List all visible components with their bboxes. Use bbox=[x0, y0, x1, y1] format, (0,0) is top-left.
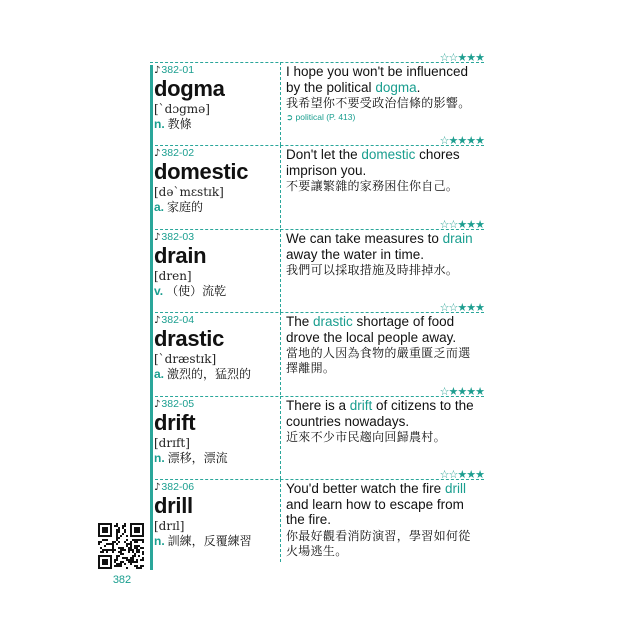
example-column bbox=[286, 147, 482, 194]
example-column bbox=[286, 481, 482, 559]
chinese-translation: 不要讓繁雜的家務困住你自己。 bbox=[286, 179, 459, 193]
sentence-keyword: drastic bbox=[313, 314, 353, 329]
example-sentence bbox=[286, 398, 482, 429]
cross-reference[interactable] bbox=[286, 112, 482, 123]
difficulty-stars bbox=[440, 385, 484, 398]
chinese-translation: 我希望你不要受政治信條的影響。 bbox=[286, 96, 471, 110]
sentence-keyword: domestic bbox=[361, 147, 416, 162]
column-divider bbox=[280, 312, 281, 395]
example-sentence bbox=[286, 231, 482, 262]
entry-number: 382-03 bbox=[161, 231, 195, 243]
headword: dogma bbox=[154, 76, 225, 101]
sentence-text: Don't let the bbox=[286, 147, 362, 162]
vocab-entry bbox=[150, 386, 484, 479]
hollow-star-icon: ☆ bbox=[439, 386, 449, 398]
word-column bbox=[154, 314, 278, 382]
definition bbox=[154, 117, 278, 132]
difficulty-stars bbox=[440, 301, 484, 314]
phonetic: [dren] bbox=[154, 269, 192, 283]
sentence-text: and learn how to escape from the fire. bbox=[286, 496, 464, 527]
example-sentence bbox=[286, 64, 482, 95]
sentence-text: The bbox=[286, 314, 314, 329]
headword: drift bbox=[154, 410, 196, 435]
difficulty-stars bbox=[440, 51, 484, 64]
word-column bbox=[154, 398, 278, 466]
vocab-entry bbox=[150, 469, 484, 562]
part-of-speech: n. bbox=[154, 117, 165, 131]
phonetic: [ˋdræstɪk] bbox=[154, 352, 217, 366]
vocab-entry bbox=[150, 135, 484, 228]
example-column bbox=[286, 231, 482, 278]
vocab-entry bbox=[150, 302, 484, 395]
phonetic: [ˋdɔgmə] bbox=[154, 102, 210, 116]
entry-number: 382-06 bbox=[161, 481, 195, 493]
word-column bbox=[154, 231, 278, 299]
filled-star-icon: ★★★★ bbox=[448, 386, 484, 398]
definition bbox=[154, 451, 278, 466]
column-divider bbox=[280, 396, 281, 479]
column-divider bbox=[280, 145, 281, 228]
part-of-speech: n. bbox=[154, 534, 165, 548]
entry-divider bbox=[150, 145, 484, 146]
sentence-text: I hope you won't be influenced by the political bbox=[286, 64, 468, 95]
definition bbox=[154, 367, 278, 382]
example-column bbox=[286, 314, 482, 376]
headword: drastic bbox=[154, 326, 225, 351]
definition bbox=[154, 534, 278, 549]
chinese-translation: 你最好觀看消防演習，學習如何從火場逃生。 bbox=[286, 528, 471, 558]
sentence-text: We can take measures to bbox=[286, 231, 443, 246]
music-note-icon[interactable]: ♪ bbox=[154, 399, 161, 410]
hollow-star-icon: ☆☆ bbox=[439, 302, 458, 314]
hollow-star-icon: ☆☆ bbox=[439, 219, 458, 231]
chinese-translation: 近來不少市民趨向回歸農村。 bbox=[286, 430, 446, 444]
meaning: 激烈的，猛烈的 bbox=[167, 367, 252, 381]
filled-star-icon: ★★★ bbox=[457, 302, 484, 314]
meaning: 教條 bbox=[167, 117, 192, 131]
column-divider bbox=[280, 229, 281, 312]
vocab-entry bbox=[150, 52, 484, 145]
column-divider bbox=[280, 62, 281, 145]
sentence-text: . bbox=[416, 79, 421, 95]
headword: drill bbox=[154, 493, 193, 518]
chinese-translation: 當地的人因為食物的嚴重匱乏而選擇離開。 bbox=[286, 346, 471, 375]
music-note-icon[interactable]: ♪ bbox=[154, 482, 161, 493]
phonetic: [drɪl] bbox=[154, 519, 185, 533]
hollow-star-icon: ☆☆ bbox=[439, 52, 458, 64]
part-of-speech: a. bbox=[154, 367, 165, 381]
sentence-text: There is a bbox=[286, 398, 350, 413]
sentence-text: chores imprison you. bbox=[286, 147, 460, 178]
example-sentence bbox=[286, 481, 482, 528]
sentence-keyword: drill bbox=[444, 481, 466, 496]
phonetic: [dəˋmɛstɪk] bbox=[154, 185, 224, 199]
vocab-entry bbox=[150, 219, 484, 312]
entry-number: 382-01 bbox=[161, 64, 195, 76]
meaning: 家庭的 bbox=[167, 200, 204, 214]
example-sentence bbox=[286, 147, 482, 178]
part-of-speech: v. bbox=[154, 284, 164, 298]
hollow-star-icon: ☆ bbox=[439, 135, 449, 147]
reference-text: political (P. 413) bbox=[295, 112, 356, 122]
sentence-text: of citizens to the countries nowadays. bbox=[286, 398, 474, 429]
arrow-circle-icon: ➲ bbox=[286, 112, 296, 122]
entry-divider bbox=[150, 312, 484, 313]
filled-star-icon: ★★★★ bbox=[448, 135, 484, 147]
entry-divider bbox=[150, 479, 484, 480]
phonetic: [drɪft] bbox=[154, 436, 190, 450]
word-column bbox=[154, 481, 278, 549]
entry-divider bbox=[150, 229, 484, 230]
word-column bbox=[154, 147, 278, 215]
meaning: 漂移，漂流 bbox=[167, 451, 228, 465]
music-note-icon[interactable]: ♪ bbox=[154, 315, 161, 326]
music-note-icon[interactable]: ♪ bbox=[154, 65, 161, 76]
example-column bbox=[286, 64, 482, 123]
music-note-icon[interactable]: ♪ bbox=[154, 148, 161, 159]
part-of-speech: a. bbox=[154, 200, 165, 214]
entry-divider bbox=[150, 62, 484, 63]
music-note-icon[interactable]: ♪ bbox=[154, 232, 161, 243]
word-column bbox=[154, 64, 278, 132]
difficulty-stars bbox=[440, 134, 484, 147]
page-number: 382 bbox=[112, 574, 132, 586]
entry-number: 382-04 bbox=[161, 314, 195, 326]
example-column bbox=[286, 398, 482, 445]
sentence-text: You'd better watch the fire bbox=[286, 481, 445, 496]
filled-star-icon: ★★★ bbox=[457, 219, 484, 231]
chinese-translation: 我們可以採取措施及時排掉水。 bbox=[286, 263, 459, 277]
example-sentence bbox=[286, 314, 482, 345]
filled-star-icon: ★★★ bbox=[457, 52, 484, 64]
meaning: 訓練，反覆練習 bbox=[167, 534, 252, 548]
difficulty-stars bbox=[440, 468, 484, 481]
headword: drain bbox=[154, 243, 207, 268]
hollow-star-icon: ☆☆ bbox=[439, 469, 458, 481]
definition bbox=[154, 284, 278, 299]
qr-code-icon[interactable] bbox=[98, 523, 144, 569]
entry-number: 382-02 bbox=[161, 147, 195, 159]
sentence-text: away the water in time. bbox=[286, 246, 425, 262]
definition bbox=[154, 200, 278, 215]
difficulty-stars bbox=[440, 218, 484, 231]
part-of-speech: n. bbox=[154, 451, 165, 465]
sentence-keyword: dogma bbox=[375, 79, 417, 95]
filled-star-icon: ★★★ bbox=[457, 469, 484, 481]
entry-divider bbox=[150, 396, 484, 397]
meaning: （使）流乾 bbox=[166, 284, 227, 298]
sentence-keyword: drift bbox=[349, 398, 373, 413]
sentence-keyword: drain bbox=[442, 231, 473, 246]
entry-number: 382-05 bbox=[161, 398, 195, 410]
sentence-text: shortage of food drove the local people away. bbox=[286, 314, 457, 345]
headword: domestic bbox=[154, 159, 249, 184]
column-divider bbox=[280, 479, 281, 562]
